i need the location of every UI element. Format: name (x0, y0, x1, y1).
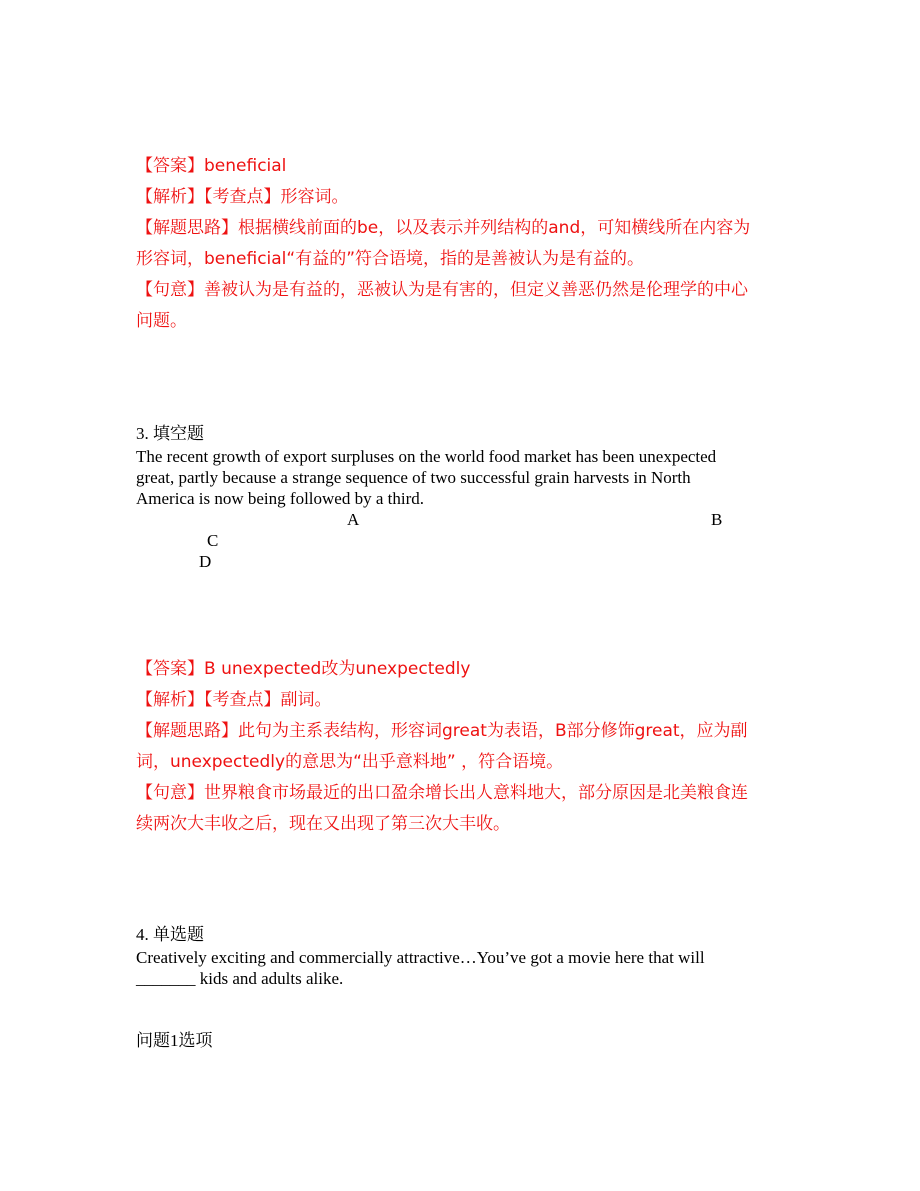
q2-reasoning-line2: 形容词，beneficial“有益的”符合语境，指的是善被认为是有益的。 (136, 249, 645, 269)
q4-text-line1: Creatively exciting and commercially attractive…You’ve got a movie here that will (136, 948, 705, 967)
q3-meaning-line2: 续两次大丰收之后，现在又出现了第三次大丰收。 (136, 814, 510, 834)
q3-mark-a: A (347, 510, 360, 529)
q3-mark-b: B (711, 510, 723, 529)
q3-text-line3: America is now being followed by a third. (136, 489, 424, 508)
q3-reasoning-line2: 词，unexpectedly的意思为“出乎意料地” ，符合语境。 (136, 752, 564, 772)
q3-answer: 【答案】B unexpected改为unexpectedly (136, 659, 471, 679)
q2-explanation: 【解析】【考查点】形容词。 (136, 187, 349, 207)
q3-mark-d: D (199, 552, 212, 571)
q2-reasoning-line1: 【解题思路】根据横线前面的be，以及表示并列结构的and，可知横线所在内容为 (136, 218, 751, 238)
q3-header: 3. 填空题 (136, 424, 204, 443)
q3-text-line1: The recent growth of export surpluses on the world food market has been unexpected (136, 447, 717, 466)
q4-header: 4. 单选题 (136, 925, 204, 944)
q2-meaning-line2: 问题。 (136, 311, 187, 331)
q3-meaning-line1: 【句意】世界粮食市场最近的出口盈余增长出人意料地大，部分原因是北美粮食连 (136, 783, 748, 803)
q3-reasoning-line1: 【解题思路】此句为主系表结构，形容词great为表语，B部分修饰great，应为副 (136, 721, 748, 741)
q3-text-line2: great, partly because a strange sequence of two successful grain harvests in North (136, 468, 691, 487)
q2-meaning-line1: 【句意】善被认为是有益的，恶被认为是有害的，但定义善恶仍然是伦理学的中心 (136, 280, 748, 300)
q2-answer: 【答案】beneficial (136, 156, 287, 176)
q4-text-line2: _______ kids and adults alike. (136, 969, 344, 988)
q3-mark-c: C (207, 531, 219, 550)
q3-explanation: 【解析】【考查点】副词。 (136, 690, 332, 710)
q4-options-label: 问题1选项 (136, 1031, 213, 1050)
